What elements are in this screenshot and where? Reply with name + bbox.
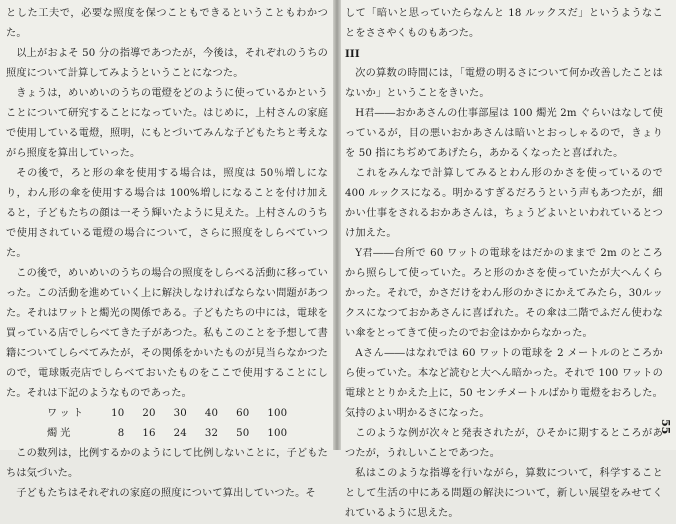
table-row-candle <box>38 424 296 444</box>
paragraph: これをみんなで計算してみるとわん形のかさを使っているので 400 ルックスになる。明かるすぎるだろうという声もあつたが，細かい仕事をされるおかあさんは，ちょうどよいといわれているとつけ加えた。 <box>345 168 663 239</box>
watt-candle-table <box>38 404 296 444</box>
table-cell: 24 <box>173 428 187 439</box>
table-row-watt <box>38 404 296 424</box>
paragraph: 私はこのような指導を行いながら，算数について，科学することとして生活の中にある問題の解決について，新しい展望をみせてくれているように思えた。 <box>345 468 663 519</box>
paragraph: きょうは，めいめいのうちの電燈をどのように使っているかということについて研究することになっていた。はじめに，上村さんの家庭で使用している電燈，照明，にもとづいてみんな子どもたちと考えながら照度を算出していった。 <box>6 88 328 159</box>
paragraph: このような例が次々と発表されたが，ひそかに期するところがあつたが，うれしいことであつた。 <box>345 428 663 459</box>
paragraph: H君――おかあさんの仕事部屋は 100 燭光 2m ぐらいはなして使っているが，目の悪いおかあさんは暗いとおっしゃるので，きょりを 50 指にちぢめてあげたら，あかるくなったと喜ばれた。 <box>345 108 663 159</box>
paragraph-continued: して「暗いと思っていたらなんと 18 ルックスだ」というようなことをささやくものもあつた。 <box>345 8 663 39</box>
paragraph-continued: とした工夫で，必要な照度を保つこともできるということもわかつた。 <box>6 8 328 39</box>
table-cell: 40 <box>204 408 219 419</box>
table-row-label: ワット <box>47 408 87 419</box>
paragraph: この後で，めいめいのうちの場合の照度をしらべる活動に移っていった。この活動を進めていく上に解決しなければならない問題があつた。それはワットと燭光の関係である。子どもたちの中には，電球を買っている店でしらべてきた子があつた。私もこのことを予想して書籍についてしらべてみたが，その関係をかいたものが見当らなかつたので，電球販売店でしらべておいたものをここで使用することにした。それは下記のようなものであった。 <box>6 268 328 399</box>
table-cell: 50 <box>236 428 250 439</box>
section-heading: III <box>345 48 360 60</box>
paragraph: その後で，ろと形の傘を使用する場合は，照度は 50％増しになり，わん形の傘を使用する場合は 100%増しになることを付け加えると，子どもたちの顔は一そう輝いたように見えた。上村さんのうちで使用されている電燈の場合について，さらに照度をしらべていつた。 <box>6 168 328 259</box>
table-cell: 16 <box>142 428 156 439</box>
paragraph: 次の算数の時間には，「電燈の明るさについて何か改善したことはないか」ということをきいた。 <box>345 68 663 99</box>
left-column <box>6 4 328 499</box>
table-cell: 30 <box>173 408 187 419</box>
table-cell: 32 <box>204 428 219 439</box>
paragraph: Y君――台所で 60 ワットの電球をはだかのままで 2m のところから照らして使っていた。ろと形のかさを使っていたが大へんくらかった。それで，かさだけをわん形のかさにかえてみたら，30ルックスになつておかあさんに喜ばれた。その傘は二階でふだん使わない傘をとってきて使ったのでお金はかからなかった。 <box>345 248 663 339</box>
paragraph: Aさん――はなれでは 60 ワットの電球を 2 メートルのところから使っていた。本など読むと大へん暗かった。それで 100 ワットの電球ととりかえた上に，50 センチメートルばかり電燈をおろした。気持のよい明かるさになった。 <box>345 348 663 419</box>
table-cell: 20 <box>142 408 156 419</box>
book-gutter <box>333 0 341 450</box>
right-column <box>345 4 663 519</box>
table-cell: 8 <box>117 428 125 439</box>
table-cell: 100 <box>267 408 288 419</box>
table-row-label: 燭光 <box>47 428 74 439</box>
paragraph: この数列は，比例するかのようにして比例しないことに，子どもたちは気づいた。 <box>6 448 328 479</box>
table-cell: 100 <box>267 428 288 439</box>
table-cell: 10 <box>111 408 125 419</box>
paragraph: 子どもたちはそれぞれの家庭の照度について算出していつた。そ <box>16 488 316 499</box>
table-cell: 60 <box>236 408 250 419</box>
page-number: 55 <box>659 419 672 435</box>
paragraph: 以上がおよそ 50 分の指導であつたが，今後は，それぞれのうちの照度について計算してみようということになつた。 <box>6 48 328 79</box>
